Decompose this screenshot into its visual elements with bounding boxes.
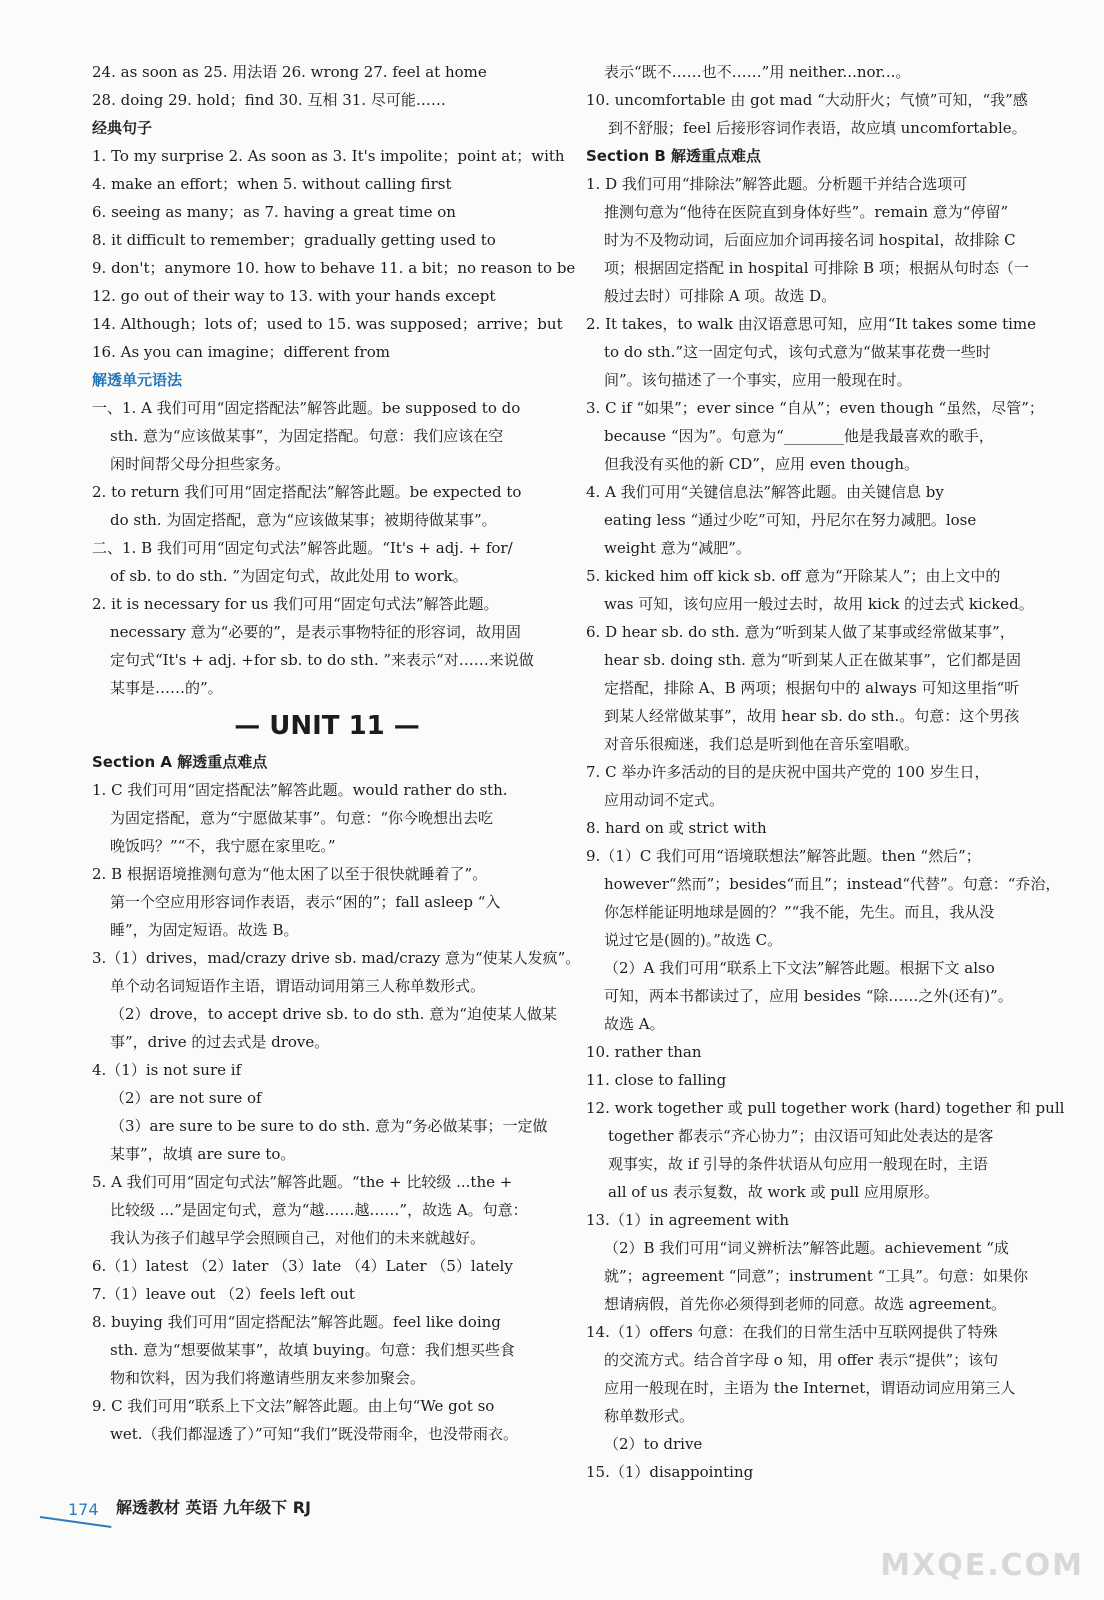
left-line-2: 经典句子 xyxy=(92,119,153,137)
left-line-39: 5. A 我们可用“固定句式法”解答此题。“the + 比较级 ...the + xyxy=(92,1173,513,1191)
right-line-4: 1. D 我们可用“排除法”解答此题。分析题干并结合选项可 xyxy=(586,175,968,193)
right-line-43: 就”；agreement “同意”；instrument “工具”。句意：如果你 xyxy=(604,1267,1028,1285)
left-line-40: 比较级 ...”是固定句式，意为“越……越……”，故选 A。句意： xyxy=(110,1201,528,1219)
right-line-28: 9.（1）C 我们可用“语境联想法”解答此题。then “然后”； xyxy=(586,847,981,865)
left-line-42: 6.（1）latest （2）later （3）late （4）Later （5）lately xyxy=(92,1257,513,1275)
right-line-14: 但我没有买他的新 CD”，应用 even though。 xyxy=(604,455,920,473)
left-line-33: （2）drove，to accept drive sb. to do sth. 意为“迫使某人做某 xyxy=(110,1005,557,1023)
right-line-26: 应用动词不定式。 xyxy=(604,791,725,809)
right-line-5: 推测句意为“他待在医院直到身体好些”。remain 意为“停留” xyxy=(604,203,1009,221)
right-line-39: 观事实，故 if 引导的条件状语从句应用一般现在时，主语 xyxy=(608,1155,988,1173)
page-number: 174 xyxy=(68,1500,99,1519)
left-line-0: 24. as soon as 25. 用法语 26. wrong 27. feel at home xyxy=(92,63,487,81)
right-line-25: 7. C 举办许多活动的目的是庆祝中国共产党的 100 岁生日， xyxy=(586,763,990,781)
right-line-1: 10. uncomfortable 由 got mad “大动肝火；气愤”可知，“我”感 xyxy=(586,91,1028,109)
right-line-8: 般过去时）可排除 A 项。故选 D。 xyxy=(604,287,837,305)
left-line-17: 二、1. B 我们可用“固定句式法”解答此题。“It's + adj. + for/ xyxy=(92,539,513,557)
right-line-36: 11. close to falling xyxy=(586,1071,727,1089)
left-line-25: 1. C 我们可用“固定搭配法”解答此题。would rather do sth. xyxy=(92,781,508,799)
right-line-34: 故选 A。 xyxy=(604,1015,665,1033)
left-line-26: 为固定搭配，意为“宁愿做某事”。句意：“你今晚想出去吃 xyxy=(110,809,494,827)
right-line-50: 15.（1）disappointing xyxy=(586,1463,754,1481)
right-line-22: 定搭配，排除 A、B 两项；根据句中的 always 可知这里指“听 xyxy=(604,679,1020,697)
right-line-35: 10. rather than xyxy=(586,1043,702,1061)
left-line-34: 事”，drive 的过去式是 drove。 xyxy=(110,1033,330,1051)
right-line-48: 称单数形式。 xyxy=(604,1407,695,1425)
right-line-12: 3. C if “如果”；ever since “自从”；even though “虽然，尽管”； xyxy=(586,399,1044,417)
left-line-9: 14. Although；lots of；used to 15. was supposed；arrive；but xyxy=(92,315,563,333)
left-line-5: 6. seeing as many；as 7. having a great time on xyxy=(92,203,456,221)
right-line-24: 对音乐很痴迷，我们总是听到他在音乐室唱歌。 xyxy=(604,735,920,753)
left-line-35: 4.（1）is not sure if xyxy=(92,1061,242,1079)
page-footer xyxy=(40,1488,420,1528)
right-line-47: 应用一般现在时，主语为 the Internet，谓语动词应用第三人 xyxy=(604,1379,1016,1397)
right-line-38: together 都表示“齐心协力”；由汉语可知此处表达的是客 xyxy=(608,1127,994,1145)
left-line-7: 9. don't；anymore 10. how to behave 11. a bit；no reason to be xyxy=(92,259,576,277)
right-column xyxy=(586,58,1065,1486)
left-line-1: 28. doing 29. hold；find 30. 互相 31. 尽可能…… xyxy=(92,91,446,109)
left-line-24: Section A 解透重点难点 xyxy=(92,753,268,771)
right-line-13: because “因为”。句意为“________他是我最喜欢的歌手， xyxy=(604,427,994,445)
right-line-15: 4. A 我们可用“关键信息法”解答此题。由关键信息 by xyxy=(586,483,944,501)
right-line-27: 8. hard on 或 strict with xyxy=(586,819,767,837)
left-line-12: 一、1. A 我们可用“固定搭配法”解答此题。be supposed to do xyxy=(92,399,521,417)
book-title: 解透教材 英语 九年级下 RJ xyxy=(116,1498,311,1517)
left-line-22: 某事是……的”。 xyxy=(110,679,223,697)
left-line-4: 4. make an effort；when 5. without calling first xyxy=(92,175,452,193)
right-line-16: eating less “通过少吃”可知，丹尼尔在努力减肥。lose xyxy=(604,511,977,529)
left-line-3: 1. To my surprise 2. As soon as 3. It's impolite；point at；with xyxy=(92,147,565,165)
left-line-44: 8. buying 我们可用“固定搭配法”解答此题。feel like doing xyxy=(92,1313,501,1331)
right-line-11: 间”。该句描述了一个事实，应用一般现在时。 xyxy=(604,371,912,389)
left-line-19: 2. it is necessary for us 我们可用“固定句式法”解答此题。 xyxy=(92,595,499,613)
right-line-42: （2）B 我们可用“词义辨析法”解答此题。achievement “成 xyxy=(604,1239,1009,1257)
left-line-29: 第一个空应用形容词作表语，表示“困的”；fall asleep “入 xyxy=(110,893,501,911)
left-line-10: 16. As you can imagine；different from xyxy=(92,343,390,361)
right-line-10: to do sth.”这一固定句式，该句式意为“做某事花费一些时 xyxy=(604,343,991,361)
right-line-0: 表示“既不……也不……”用 neither...nor...。 xyxy=(604,63,911,81)
left-line-45: sth. 意为“想要做某事”，故填 buying。句意：我们想买些食 xyxy=(110,1341,515,1359)
left-line-23: — UNIT 11 — xyxy=(234,711,420,741)
left-line-28: 2. B 根据语境推测句意为“他太困了以至于很快就睡着了”。 xyxy=(92,865,488,883)
left-line-46: 物和饮料，因为我们将邀请些朋友来参加聚会。 xyxy=(110,1369,426,1387)
right-line-29: however“然而”；besides“而且”；instead“代替”。句意：“乔治， xyxy=(604,875,1061,893)
left-line-18: of sb. to do sth. ”为固定句式，故此处用 to work。 xyxy=(110,567,468,585)
left-line-11: 解透单元语法 xyxy=(92,371,183,389)
left-line-31: 3.（1）drives，mad/crazy drive sb. mad/crazy 意为“使某人发疯”。 xyxy=(92,949,581,967)
left-line-48: wet.（我们都湿透了）”可知“我们”既没带雨伞，也没带雨衣。 xyxy=(110,1425,519,1443)
left-line-27: 晚饭吗？”“不，我宁愿在家里吃。” xyxy=(110,837,336,855)
right-line-19: was 可知，该句应用一般过去时，故用 kick 的过去式 kicked。 xyxy=(604,595,1034,613)
right-line-40: all of us 表示复数，故 work 或 pull 应用原形。 xyxy=(608,1183,939,1201)
left-line-47: 9. C 我们可用“联系上下文法”解答此题。由上句“We got so xyxy=(92,1397,495,1415)
right-line-44: 想请病假，首先你必须得到老师的同意。故选 agreement。 xyxy=(604,1295,1007,1313)
right-line-17: weight 意为“减肥”。 xyxy=(604,539,751,557)
right-line-41: 13.（1）in agreement with xyxy=(586,1211,789,1229)
right-line-18: 5. kicked him off kick sb. off 意为“开除某人”；由上文中的 xyxy=(586,567,1001,585)
left-line-20: necessary 意为“必要的”，是表示事物特征的形容词，故用固 xyxy=(110,623,521,641)
watermark-url: MXQE.COM xyxy=(880,1548,1084,1583)
left-line-36: （2）are not sure of xyxy=(110,1089,262,1107)
left-line-15: 2. to return 我们可用“固定搭配法”解答此题。be expected to xyxy=(92,483,522,501)
left-line-30: 睡”，为固定短语。故选 B。 xyxy=(110,921,299,939)
right-line-45: 14.（1）offers 句意：在我们的日常生活中互联网提供了特殊 xyxy=(586,1323,998,1341)
right-line-7: 项；根据固定搭配 in hospital 可排除 B 项；根据从句时态（一 xyxy=(604,259,1029,277)
right-line-3: Section B 解透重点难点 xyxy=(586,147,762,165)
left-line-38: 某事”，故填 are sure to。 xyxy=(110,1145,296,1163)
right-line-37: 12. work together 或 pull together work (hard) together 和 pull xyxy=(586,1099,1065,1117)
right-line-9: 2. It takes，to walk 由汉语意思可知，应用“It takes some time xyxy=(586,315,1037,333)
left-line-43: 7.（1）leave out （2）feels left out xyxy=(92,1285,355,1303)
watermark xyxy=(854,1490,1084,1583)
left-line-41: 我认为孩子们越早学会照顾自己，对他们的未来就越好。 xyxy=(110,1229,486,1247)
right-line-32: （2）A 我们可用“联系上下文法”解答此题。根据下文 also xyxy=(604,959,995,977)
right-line-30: 你怎样能证明地球是圆的？”“我不能，先生。而且，我从没 xyxy=(604,903,995,921)
right-line-2: 到不舒服；feel 后接形容词作表语，故应填 uncomfortable。 xyxy=(608,119,1027,137)
right-line-46: 的交流方式。结合首字母 o 知，用 offer 表示“提供”；该句 xyxy=(604,1351,999,1369)
left-line-8: 12. go out of their way to 13. with your hands except xyxy=(92,287,496,305)
right-line-20: 6. D hear sb. do sth. 意为“听到某人做了某事或经常做某事”， xyxy=(586,623,1015,641)
right-line-49: （2）to drive xyxy=(604,1435,703,1453)
right-line-33: 可知，两本书都读过了，应用 besides “除……之外(还有)”。 xyxy=(604,987,1013,1005)
left-line-32: 单个动名词短语作主语，谓语动词用第三人称单数形式。 xyxy=(110,977,486,995)
left-column xyxy=(92,58,581,1448)
left-line-37: （3）are sure to be sure to do sth. 意为“务必做某事；一定做 xyxy=(110,1117,548,1135)
left-line-13: sth. 意为“应该做某事”，为固定搭配。句意：我们应该在空 xyxy=(110,427,504,445)
right-line-31: 说过它是(圆的)。”故选 C。 xyxy=(604,931,783,949)
left-line-21: 定句式“It's + adj. +for sb. to do sth. ”来表示“对……来说做 xyxy=(110,651,534,669)
left-line-6: 8. it difficult to remember；gradually getting used to xyxy=(92,231,496,249)
left-line-16: do sth. 为固定搭配，意为“应该做某事；被期待做某事”。 xyxy=(110,511,497,529)
right-line-6: 时为不及物动词，后面应加介词再接名词 hospital，故排除 C xyxy=(604,231,1016,249)
right-line-21: hear sb. doing sth. 意为“听到某人正在做某事”，它们都是固 xyxy=(604,651,1021,669)
right-line-23: 到某人经常做某事”，故用 hear sb. do sth.。句意：这个男孩 xyxy=(604,707,1020,725)
left-line-14: 闲时间帮父母分担些家务。 xyxy=(110,455,291,473)
